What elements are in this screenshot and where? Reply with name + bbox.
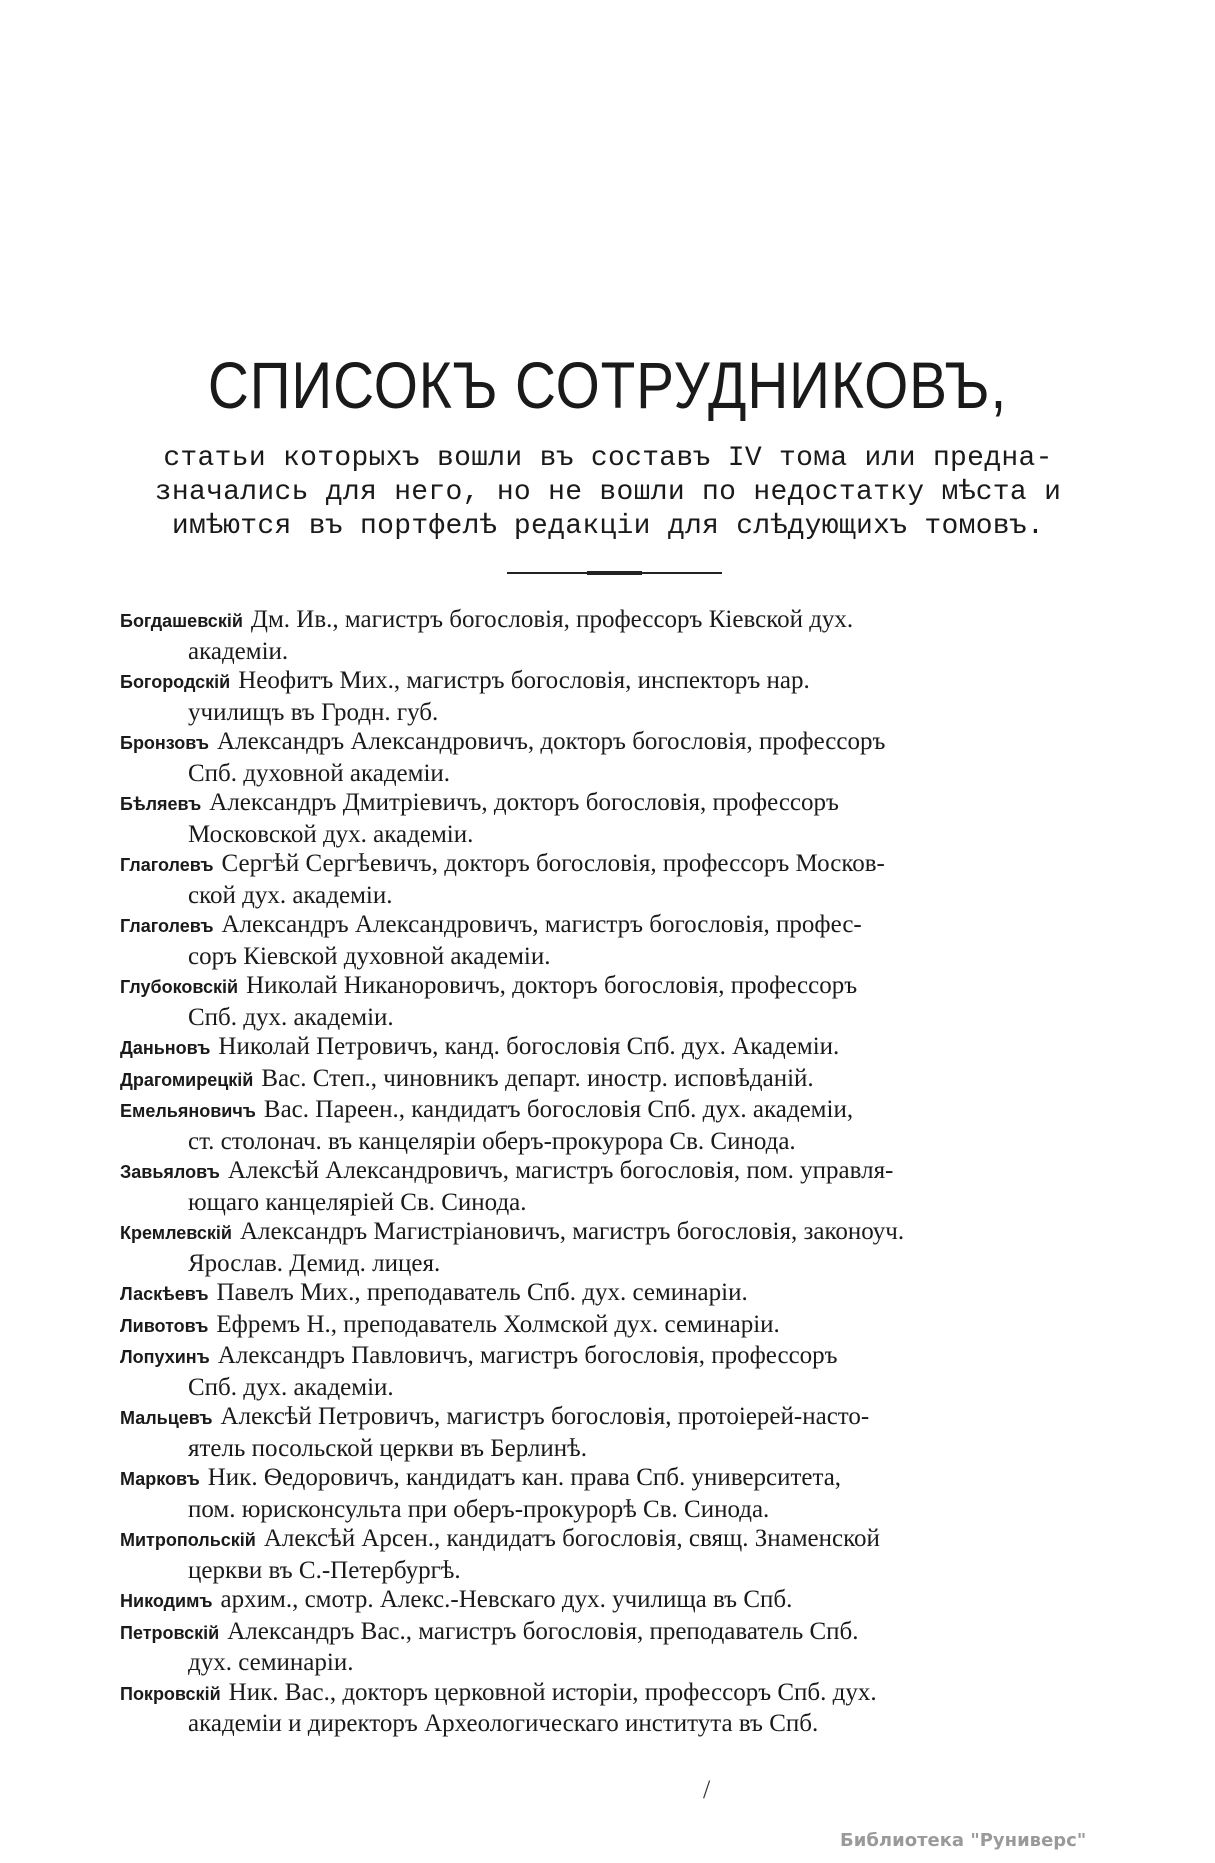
ornamental-divider bbox=[507, 572, 722, 574]
page-title: СПИСОКЪ СОТРУДНИКОВЪ, bbox=[207, 348, 1008, 422]
contributor-details-continued: ятель посольской церкви въ Берлинѣ. bbox=[188, 1434, 587, 1462]
contributors-list bbox=[120, 605, 1105, 1739]
entry-first-line bbox=[120, 1310, 1105, 1342]
contributor-entry bbox=[120, 1156, 1105, 1217]
divider-center-rule bbox=[587, 571, 642, 575]
contributor-entry bbox=[120, 1095, 1105, 1156]
contributor-details: Алексѣй Арсен., кандидатъ богословія, свящ. Знаменской bbox=[263, 1525, 880, 1552]
entry-first-line bbox=[120, 1095, 1105, 1127]
contributor-details: Николай Петровичъ, канд. богословія Спб. дух. Академіи. bbox=[218, 1033, 840, 1060]
subtitle-line: имѣются въ портфелѣ редакціи для слѣдующихъ томовъ. bbox=[171, 511, 1045, 542]
contributor-details: Александръ Александровичъ, магистръ богословія, профес- bbox=[221, 911, 862, 938]
contributor-details: Александръ Павловичъ, магистръ богословія, профессоръ bbox=[217, 1342, 838, 1369]
contributor-details: архим., смотр. Алекс.-Невскаго дух. училища въ Спб. bbox=[220, 1586, 793, 1613]
contributor-surname: Ливотовъ bbox=[120, 1315, 209, 1336]
contributor-details-continued: ской дух. академіи. bbox=[188, 881, 393, 909]
contributor-entry bbox=[120, 1585, 1105, 1617]
contributor-details-continued: Спб. дух. академіи. bbox=[188, 1003, 394, 1031]
entry-first-line bbox=[120, 788, 1105, 820]
contributor-details: Алексѣй Петровичъ, магистръ богословія, протоіерей-насто- bbox=[220, 1403, 870, 1430]
contributor-details-continued: академіи и директоръ Археологическаго института въ Спб. bbox=[188, 1710, 819, 1737]
contributor-entry bbox=[120, 727, 1105, 788]
library-watermark: Библиотека "Руниверс" bbox=[840, 1830, 1087, 1851]
contributor-details: Ефремъ Н., преподаватель Холмской дух. семинаріи. bbox=[216, 1310, 780, 1338]
entry-first-line bbox=[120, 605, 1105, 637]
contributor-details-continued: Спб. духовной академіи. bbox=[188, 759, 451, 787]
contributor-entry bbox=[120, 1463, 1105, 1524]
contributor-entry bbox=[120, 910, 1105, 971]
entry-first-line bbox=[120, 849, 1105, 881]
contributor-details: Александръ Александровичъ, докторъ богословія, профессоръ bbox=[217, 728, 886, 755]
contributor-details: Вас. Степ., чиновникъ департ. иностр. исповѣданій. bbox=[261, 1064, 814, 1092]
contributor-surname: Емельяновичъ bbox=[120, 1101, 256, 1121]
contributor-entry bbox=[120, 1064, 1105, 1096]
contributor-details: Алексѣй Александровичъ, магистръ богословія, пом. управля- bbox=[227, 1157, 894, 1184]
contributor-surname: Бѣляевъ bbox=[120, 794, 202, 814]
contributor-entry bbox=[120, 666, 1105, 727]
contributor-details-continued: Ярослав. Демид. лицея. bbox=[188, 1249, 441, 1277]
entry-first-line bbox=[120, 1278, 1105, 1310]
subtitle bbox=[118, 442, 1098, 544]
contributor-entry bbox=[120, 1341, 1105, 1402]
contributor-entry bbox=[120, 971, 1105, 1032]
entry-first-line bbox=[120, 1217, 1105, 1249]
contributor-details-continued: соръ Кіевской духовной академіи. bbox=[188, 942, 551, 970]
subtitle-line: значались для него, но не вошли по недостатку мѣста и bbox=[154, 477, 1062, 508]
entry-first-line bbox=[120, 1585, 1105, 1617]
contributor-surname: Глубоковскій bbox=[120, 977, 239, 997]
contributor-entry bbox=[120, 1678, 1105, 1739]
contributor-entry bbox=[120, 1278, 1105, 1310]
subtitle-line: статьи которыхъ вошли въ составъ IV тома или предна- bbox=[163, 443, 1053, 474]
contributor-details-continued: училищъ въ Гродн. губ. bbox=[188, 698, 439, 726]
entry-first-line bbox=[120, 1617, 1105, 1649]
contributor-details: Вас. Пареен., кандидатъ богословія Спб. дух. академіи, bbox=[263, 1096, 854, 1123]
contributor-surname: Митропольскій bbox=[120, 1530, 256, 1550]
entry-first-line bbox=[120, 1678, 1105, 1710]
contributor-details-continued: пом. юрисконсульта при оберъ-прокурорѣ Св. Синода. bbox=[188, 1495, 770, 1523]
entry-first-line bbox=[120, 1341, 1105, 1373]
contributor-details-continued: церкви въ С.-Петербургѣ. bbox=[188, 1556, 461, 1584]
contributor-details-continued: дух. семинаріи. bbox=[188, 1649, 354, 1676]
contributor-entry bbox=[120, 1032, 1105, 1064]
contributor-surname: Бронзовъ bbox=[120, 733, 210, 753]
contributor-details: Павелъ Мих., преподаватель Спб. дух. семинаріи. bbox=[216, 1279, 748, 1306]
entry-first-line bbox=[120, 666, 1105, 698]
contributor-details: Александръ Магистріановичъ, магистръ богословія, законоуч. bbox=[239, 1218, 905, 1245]
entry-first-line bbox=[120, 1524, 1105, 1556]
contributor-details: Дм. Ив., магистръ богословія, профессоръ Кіевской дух. bbox=[250, 606, 854, 633]
contributor-details: Ник. Ѳедоровичъ, кандидатъ кан. права Спб. университета, bbox=[207, 1464, 842, 1491]
entry-first-line bbox=[120, 1156, 1105, 1188]
contributor-details: Александръ Вас., магистръ богословія, преподаватель Спб. bbox=[227, 1617, 859, 1645]
contributor-surname: Кремлевскій bbox=[120, 1223, 232, 1243]
contributor-details: Николай Никаноровичъ, докторъ богословія, профессоръ bbox=[246, 972, 858, 999]
contributor-details-continued: Спб. дух. академіи. bbox=[188, 1373, 394, 1401]
contributor-entry bbox=[120, 1310, 1105, 1342]
contributor-entry bbox=[120, 788, 1105, 849]
entry-first-line bbox=[120, 1402, 1105, 1434]
contributor-surname: Мальцевъ bbox=[120, 1408, 213, 1428]
contributor-details-continued: ющаго канцеляріей Св. Синода. bbox=[188, 1188, 527, 1216]
contributor-entry bbox=[120, 1617, 1105, 1678]
entry-first-line bbox=[120, 910, 1105, 942]
contributor-entry bbox=[120, 1402, 1105, 1463]
entry-first-line bbox=[120, 1064, 1105, 1096]
contributor-surname: Драгомирецкій bbox=[120, 1069, 254, 1090]
contributor-surname: Богородскій bbox=[120, 672, 231, 692]
contributor-entry bbox=[120, 849, 1105, 910]
contributor-details: Ник. Вас., докторъ церковной исторіи, профессоръ Спб. дух. bbox=[228, 1678, 877, 1706]
contributor-details: Сергѣй Сергѣевичъ, докторъ богословія, профессоръ Москов- bbox=[221, 850, 885, 877]
contributor-surname: Богдашевскій bbox=[120, 611, 243, 631]
contributor-entry bbox=[120, 605, 1105, 666]
contributor-surname: Марковъ bbox=[120, 1469, 200, 1489]
contributor-surname: Петровскій bbox=[120, 1622, 220, 1643]
contributor-details: Александръ Дмитріевичъ, докторъ богословія, профессоръ bbox=[209, 789, 839, 816]
entry-first-line bbox=[120, 971, 1105, 1003]
contributor-details-continued: Московской дух. академіи. bbox=[188, 820, 474, 848]
entry-first-line bbox=[120, 1463, 1105, 1495]
contributor-surname: Глаголевъ bbox=[120, 855, 214, 875]
contributor-entry bbox=[120, 1217, 1105, 1278]
contributor-surname: Глаголевъ bbox=[120, 916, 214, 936]
contributor-details-continued: академіи. bbox=[188, 637, 289, 665]
entry-first-line bbox=[120, 1032, 1105, 1064]
contributor-surname: Ласкѣевъ bbox=[120, 1284, 209, 1304]
entry-first-line bbox=[120, 727, 1105, 759]
contributor-surname: Даньновъ bbox=[120, 1038, 211, 1058]
page-mark: / bbox=[703, 1775, 711, 1804]
contributor-details-continued: ст. столонач. въ канцеляріи оберъ-прокурора Св. Синода. bbox=[188, 1127, 796, 1155]
contributor-surname: Покровскій bbox=[120, 1683, 221, 1704]
contributor-details: Неофитъ Мих., магистръ богословія, инспекторъ нар. bbox=[238, 667, 810, 694]
contributor-entry bbox=[120, 1524, 1105, 1585]
contributor-surname: Лопухинъ bbox=[120, 1347, 210, 1367]
contributor-surname: Никодимъ bbox=[120, 1591, 213, 1611]
contributor-surname: Завьяловъ bbox=[120, 1162, 220, 1182]
